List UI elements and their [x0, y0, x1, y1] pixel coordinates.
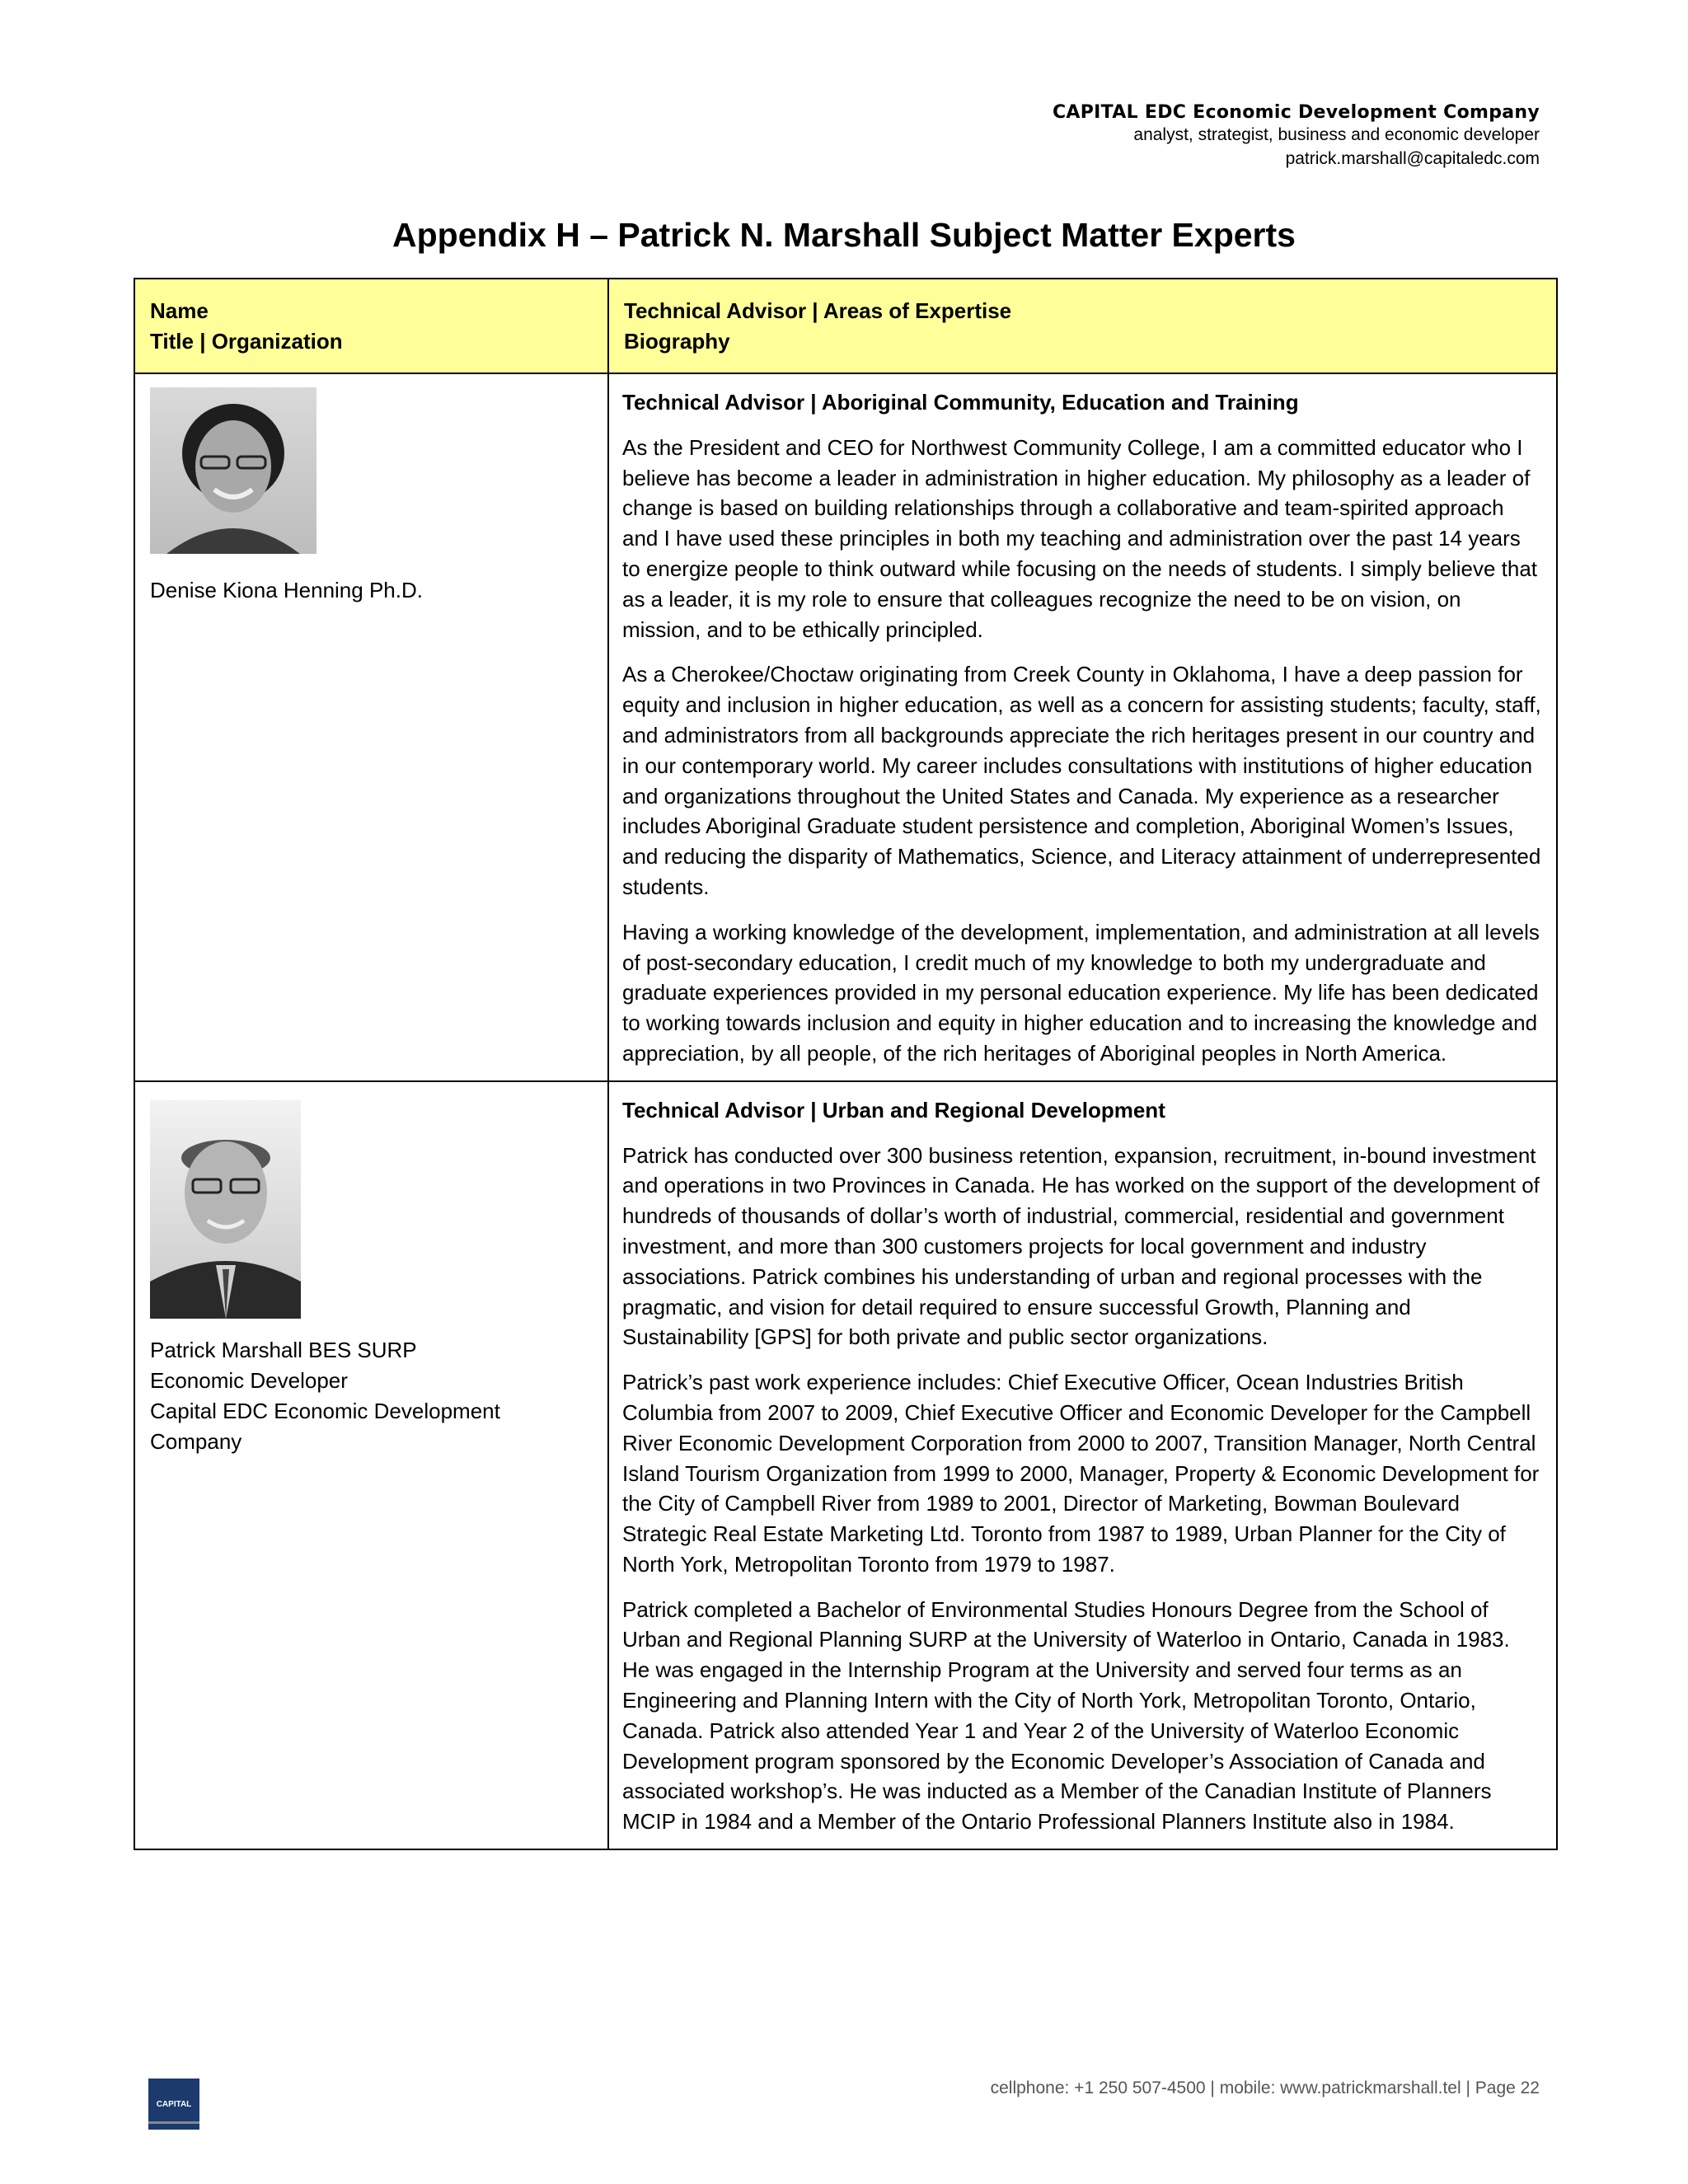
page-title: Appendix H – Patrick N. Marshall Subject Matter Experts: [392, 216, 1296, 254]
expert-name: Denise Kiona Henning Ph.D.: [150, 578, 423, 602]
table-header-row: [134, 279, 1557, 373]
table-row: [134, 1081, 1557, 1849]
header-biography-label: Biography: [624, 329, 730, 354]
expert-name-cell: [134, 373, 608, 1081]
expert-name-block: [150, 575, 593, 606]
header-advisor-label: Technical Advisor | Areas of Expertise: [624, 298, 1012, 323]
biography-paragraph: Patrick’s past work experience includes: Chief Executive Officer, Ocean Industries British Columbia from 2007 to 2009, Chief Executive Officer and Economic Developer for the Campbell River Economic Development Corporation from 2000 to 2007, Transition Manager, North Central Island Tourism Organization from 1999 to 2000, Manager, Property & Economic Development for the City of Campbell River from 1989 to 2001, Director of Marketing, Bowman Boulevard Strategic Real Estate Marketing Ltd. Toronto from 1987 to 1989, Urban Planner for the City of North York, Metropolitan Toronto from 1979 to 1987.: [622, 1370, 1540, 1577]
person-silhouette-icon: [150, 1100, 301, 1319]
biography-cell: [608, 373, 1557, 1081]
logo-text: CAPITAL: [156, 2099, 192, 2109]
expert-name: Patrick Marshall BES SURP: [150, 1337, 417, 1362]
expert-title: Economic Developer: [150, 1367, 348, 1393]
experts-table: [134, 278, 1558, 1850]
contact-email[interactable]: patrick.marshall@capitaledc.com: [1285, 149, 1540, 168]
biography-paragraph: As a Cherokee/Choctaw originating from Creek County in Oklahoma, I have a deep passion for equity and inclusion in higher education, as well as a concern for assisting students; faculty, staff, and administrators from all backgrounds appreciate the rich heritages present in our country and in our contemporary world. My career includes consultations with institutions of higher education and organizations throughout the United States and Canada. My experience as a researcher includes Aboriginal Graduate student persistence and completion, Aboriginal Women’s Issues, and reducing the disparity of Mathematics, Science, and Literacy attainment of underrepresented students.: [622, 662, 1541, 899]
expert-organization-cont: Company: [150, 1428, 242, 1454]
table-row: [134, 373, 1557, 1081]
page-footer: cellphone: +1 250 507-4500 | mobile: www.patrickmarshall.tel | Page 22: [990, 2079, 1540, 2097]
expert-organization: Capital EDC Economic Development: [150, 1398, 500, 1423]
company-tagline: analyst, strategist, business and economic developer: [1133, 125, 1540, 144]
company-name: CAPITAL EDC Economic Development Company: [1052, 102, 1540, 123]
logo-underline: [148, 2121, 199, 2124]
letterhead: [1053, 102, 1540, 171]
biography-paragraph: Patrick has conducted over 300 business retention, expansion, recruitment, in-bound investment and operations in two Provinces in Canada. He has worked on the support of the development of hundreds of thousands of dollar’s worth of industrial, commercial, residential and government investment, and more than 300 customers projects for local government and industry associations. Patrick combines his understanding of urban and regional processes with the pragmatic, and vision for detail required to ensure successful Growth, Planning and Sustainability [GPS] for both private and public sector organizations.: [622, 1142, 1540, 1350]
expert-name-block: [150, 1335, 593, 1457]
advisor-area: Technical Advisor | Urban and Regional Development: [622, 1097, 1165, 1122]
expert-name-cell: [134, 1081, 608, 1849]
biography-paragraph: As the President and CEO for Northwest Community College, I am a committed educator who I believe has become a leader in administration in higher education. My philosophy as a leader of change is based on building relationships through a collaborative and team-spirited approach and I have used these principles in both my teaching and administration over the past 14 years to energize people to think outward while focusing on the needs of students. I simply believe that as a leader, it is my role to ensure that colleagues recognize the need to be on vision, on mission, and to be ethically principled.: [622, 434, 1538, 642]
header-name-label: Name: [150, 298, 209, 323]
biography-paragraph: Having a working knowledge of the development, implementation, and administration at all levels of post-secondary education, I credit much of my knowledge to both my undergraduate and graduate experiences provided in my personal education experience. My life has been dedicated to working towards inclusion and equity in higher education and to increasing the knowledge and appreciation, by all people, of the rich heritages of Aboriginal peoples in North America.: [622, 919, 1540, 1066]
biography-paragraph: Patrick completed a Bachelor of Environmental Studies Honours Degree from the School of Urban and Regional Planning SURP at the University of Waterloo in Ontario, Canada in 1983. He was engaged in the Internship Program at the University and served four terms as an Engineering and Planning Intern with the City of North York, Metropolitan Toronto, Ontario, Canada. Patrick also attended Year 1 and Year 2 of the University of Waterloo Economic Development program sponsored by the Economic Developer’s Association of Canada and associated workshop’s. He was inducted as a Member of the Canadian Institute of Planners MCIP in 1984 and a Member of the Ontario Professional Planners Institute also in 1984.: [622, 1596, 1510, 1835]
portrait-photo: [150, 1100, 301, 1319]
biography-cell: [608, 1081, 1557, 1849]
header-title-label: Title | Organization: [150, 329, 343, 354]
advisor-area: Technical Advisor | Aboriginal Community, Education and Training: [622, 390, 1299, 415]
header-cell-advisor: [608, 279, 1557, 373]
header-cell-name: [134, 279, 608, 373]
person-silhouette-icon: [150, 387, 316, 554]
portrait-photo: [150, 387, 316, 554]
